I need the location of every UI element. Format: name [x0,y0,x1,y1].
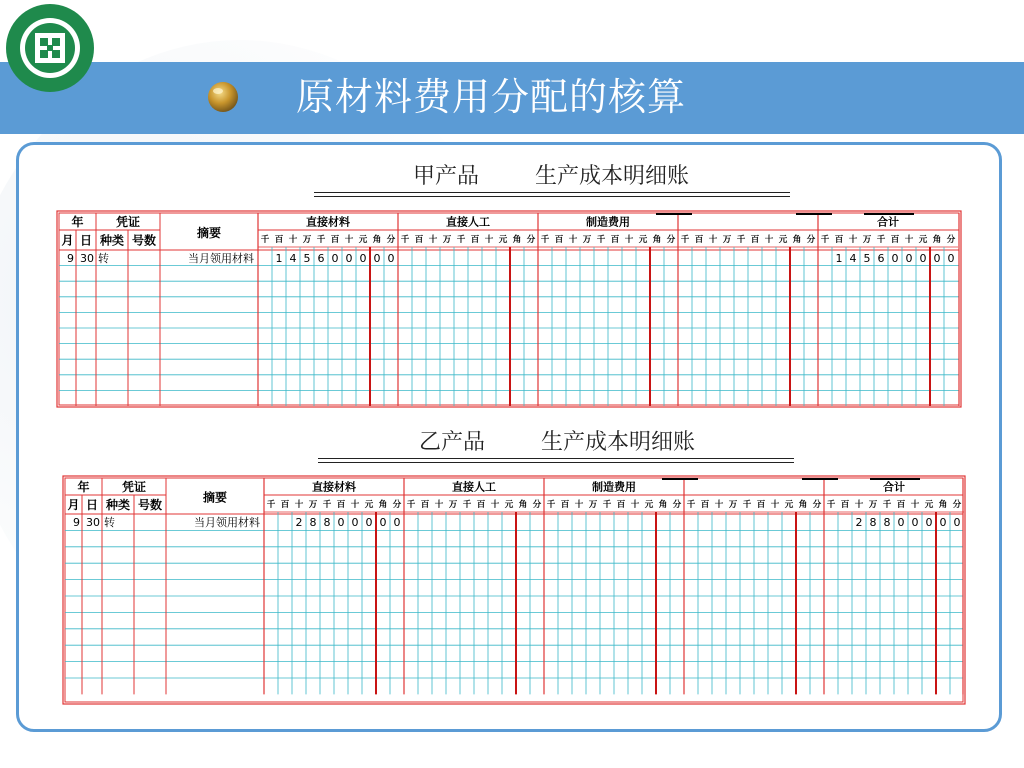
ledger-column-title: 直接人工 [446,215,490,229]
entry-type: 转 [104,516,115,530]
ledger-digit-label: 万 [862,235,872,245]
ledger-product-name: 乙产品 [418,430,485,455]
ledger-digit-label: 千 [602,500,612,510]
ledger-digit-label: 千 [462,500,472,510]
ledger-account-title: 生产成本明细账 [535,164,690,189]
ledger-digit-label: 百 [470,235,480,245]
ledger-digit-label: 分 [532,500,542,510]
entry-amount-digit: 1 [275,251,283,265]
ledger-digit-label: 百 [414,235,424,245]
ledger-digit-label: 千 [596,235,606,245]
entry-type: 转 [98,251,109,265]
ledger-digit-label: 千 [680,235,690,245]
ledger-digit-label: 千 [260,235,270,245]
ledger-heading-1 [310,162,792,192]
ledger-digit-label: 十 [568,235,578,245]
page-title: 原材料费用分配的核算 [296,75,687,119]
entry-month: 9 [67,251,74,265]
ledger-digit-label: 十 [484,235,494,245]
entry-amount-digit: 5 [303,251,311,265]
ledger-digit-label: 十 [288,235,298,245]
entry-amount-digit: 8 [323,516,331,530]
header-summary: 摘要 [202,490,228,505]
ledger-digit-label: 千 [820,235,830,245]
ledger-digit-label: 百 [890,235,900,245]
ledger-digit-label: 角 [652,235,662,245]
ledger-column-title: 直接材料 [312,480,356,494]
ledger-digit-label: 百 [896,500,906,510]
ledger-digit-label: 千 [742,500,752,510]
ledger-digit-label: 百 [834,235,844,245]
ledger-product-name: 甲产品 [412,164,479,189]
ledger-digit-label: 千 [400,235,410,245]
ledger-digit-label: 元 [364,500,374,510]
school-logo-icon [2,2,98,98]
ledger-column-title: 制造费用 [592,480,636,494]
ledger-digit-label: 百 [694,235,704,245]
entry-amount-digit: 0 [939,516,947,530]
ledger-digit-label: 万 [722,235,732,245]
ledger-digit-label: 十 [910,500,920,510]
ledger-digit-label: 千 [686,500,696,510]
ledger-digit-label: 角 [372,235,382,245]
bullet-ball-icon [206,80,240,114]
ledger-digit-label: 元 [638,235,648,245]
header-voucher: 凭证 [115,215,141,229]
header-type: 种类 [105,498,131,512]
ledger-digit-label: 百 [280,500,290,510]
ledger-digit-label: 千 [266,500,276,510]
ledger-digit-label: 百 [554,235,564,245]
ledger-digit-label: 十 [294,500,304,510]
entry-summary: 当月领用材料 [194,516,260,530]
ledger-digit-label: 分 [526,235,536,245]
ledger-digit-label: 百 [476,500,486,510]
entry-amount-digit: 2 [855,516,863,530]
ledger-table-yi [62,475,966,705]
ledger-digit-label: 分 [946,235,956,245]
entry-amount-digit: 0 [911,516,919,530]
entry-amount-digit: 8 [883,516,891,530]
entry-amount-digit: 0 [891,251,899,265]
heading-double-rule [314,192,790,197]
ledger-digit-label: 分 [952,500,962,510]
ledger-digit-label: 元 [778,235,788,245]
entry-amount-digit: 0 [345,251,353,265]
ledger-digit-label: 百 [560,500,570,510]
ledger-digit-label: 百 [420,500,430,510]
ledger-column-title: 合计 [883,480,905,494]
ledger-digit-label: 百 [700,500,710,510]
ledger-digit-label: 分 [392,500,402,510]
ledger-digit-label: 十 [904,235,914,245]
entry-summary: 当月领用材料 [188,251,254,265]
ledger-digit-label: 千 [546,500,556,510]
entry-amount-digit: 6 [877,251,885,265]
entry-amount-digit: 0 [919,251,927,265]
entry-amount-digit: 0 [905,251,913,265]
ledger-digit-label: 十 [854,500,864,510]
entry-amount-digit: 0 [393,516,401,530]
entry-amount-digit: 0 [925,516,933,530]
heading-double-rule [318,458,794,463]
ledger-digit-label: 元 [644,500,654,510]
ledger-digit-label: 元 [358,235,368,245]
entry-amount-digit: 5 [863,251,871,265]
entry-amount-digit: 0 [337,516,345,530]
ledger-digit-label: 十 [848,235,858,245]
header-summary: 摘要 [196,226,222,240]
header-voucher: 凭证 [121,480,147,494]
ledger-digit-label: 元 [784,500,794,510]
ledger-digit-label: 元 [924,500,934,510]
ledger-digit-label: 分 [386,235,396,245]
header-day: 日 [79,233,93,248]
ledger-digit-label: 百 [274,235,284,245]
ledger-digit-label: 百 [330,235,340,245]
ledger-digit-label: 十 [344,235,354,245]
ledger-digit-label: 十 [428,235,438,245]
entry-amount-digit: 0 [359,251,367,265]
ledger-digit-label: 百 [336,500,346,510]
ledger-digit-label: 千 [826,500,836,510]
ledger-digit-label: 角 [938,500,948,510]
entry-amount-digit: 0 [953,516,961,530]
entry-amount-digit: 0 [947,251,955,265]
ledger-digit-label: 元 [918,235,928,245]
ledger-digit-label: 十 [624,235,634,245]
ledger-outer-border [63,476,965,704]
ledger-column-title: 制造费用 [586,215,630,229]
ledger-digit-label: 万 [728,500,738,510]
ledger-digit-label: 十 [630,500,640,510]
ledger-digit-label: 千 [540,235,550,245]
entry-amount-digit: 6 [317,251,325,265]
header-month: 月 [61,233,74,248]
entry-month: 9 [73,516,80,530]
ledger-digit-label: 百 [840,500,850,510]
ledger-digit-label: 十 [574,500,584,510]
ledger-digit-label: 十 [350,500,360,510]
ledger-digit-label: 十 [714,500,724,510]
header-month: 月 [67,498,80,512]
entry-amount-digit: 0 [351,516,359,530]
entry-amount-digit: 0 [331,251,339,265]
ledger-digit-label: 角 [518,500,528,510]
ledger-table-jia [56,210,962,408]
ledger-heading-2 [316,428,798,458]
ledger-digit-label: 角 [512,235,522,245]
ledger-digit-label: 千 [736,235,746,245]
ledger-digit-label: 分 [672,500,682,510]
header-number: 号数 [131,233,157,248]
ledger-digit-label: 万 [582,235,592,245]
entry-amount-digit: 4 [289,251,297,265]
ledger-digit-label: 千 [322,500,332,510]
ledger-digit-label: 千 [316,235,326,245]
entry-day: 30 [80,251,94,265]
entry-amount-digit: 0 [373,251,381,265]
ledger-digit-label: 分 [666,235,676,245]
ledger-digit-label: 千 [882,500,892,510]
ledger-digit-label: 百 [610,235,620,245]
ledger-digit-label: 十 [434,500,444,510]
entry-amount-digit: 0 [897,516,905,530]
ledger-digit-label: 万 [448,500,458,510]
ledger-digit-label: 元 [498,235,508,245]
ledger-digit-label: 千 [456,235,466,245]
ledger-digit-label: 分 [806,235,816,245]
header-day: 日 [85,498,99,512]
ledger-column-title: 直接材料 [306,215,350,229]
header-type: 种类 [99,233,125,248]
entry-amount-digit: 8 [309,516,317,530]
header-year: 年 [71,215,84,229]
header-number: 号数 [137,498,163,512]
entry-amount-digit: 0 [387,251,395,265]
entry-amount-digit: 1 [835,251,843,265]
entry-amount-digit: 4 [849,251,857,265]
entry-amount-digit: 8 [869,516,877,530]
ledger-digit-label: 角 [798,500,808,510]
entry-day: 30 [86,516,100,530]
ledger-digit-label: 万 [588,500,598,510]
ledger-digit-label: 元 [504,500,514,510]
entry-amount-digit: 0 [379,516,387,530]
entry-amount-digit: 0 [933,251,941,265]
ledger-digit-label: 十 [770,500,780,510]
ledger-digit-label: 千 [876,235,886,245]
entry-amount-digit: 0 [365,516,373,530]
ledger-column-title: 直接人工 [452,480,496,494]
ledger-column-title: 合计 [877,215,899,229]
ledger-digit-label: 十 [708,235,718,245]
ledger-digit-label: 百 [756,500,766,510]
header-year: 年 [77,480,90,494]
ledger-digit-label: 千 [406,500,416,510]
ledger-digit-label: 角 [658,500,668,510]
ledger-digit-label: 万 [308,500,318,510]
ledger-digit-label: 十 [764,235,774,245]
ledger-digit-label: 百 [616,500,626,510]
ledger-digit-label: 万 [302,235,312,245]
entry-amount-digit: 2 [295,516,303,530]
ledger-digit-label: 万 [868,500,878,510]
ledger-digit-label: 角 [378,500,388,510]
ledger-digit-label: 万 [442,235,452,245]
ledger-digit-label: 角 [792,235,802,245]
ledger-digit-label: 百 [750,235,760,245]
ledger-digit-label: 角 [932,235,942,245]
ledger-account-title: 生产成本明细账 [541,430,696,455]
ledger-digit-label: 分 [812,500,822,510]
ledger-digit-label: 十 [490,500,500,510]
